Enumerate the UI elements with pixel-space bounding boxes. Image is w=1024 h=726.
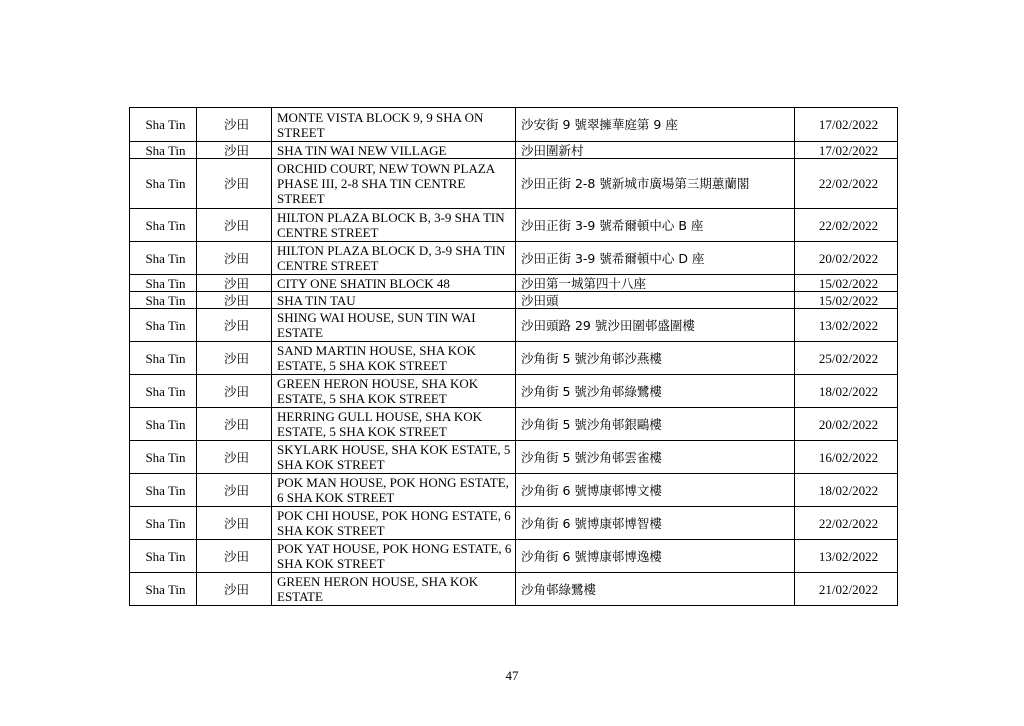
table-row: [130, 309, 898, 342]
date-cell: 18/02/2022: [795, 375, 898, 408]
table-row: [130, 507, 898, 540]
district-en-cell: Sha Tin: [130, 573, 197, 606]
date-cell: 16/02/2022: [795, 441, 898, 474]
table-row: [130, 573, 898, 606]
date-cell: 22/02/2022: [795, 507, 898, 540]
address-en-cell: HERRING GULL HOUSE, SHA KOK ESTATE, 5 SHA KOK STREET: [272, 408, 516, 441]
date-cell: 15/02/2022: [795, 275, 898, 292]
district-en-cell: Sha Tin: [130, 309, 197, 342]
district-en-cell: Sha Tin: [130, 474, 197, 507]
district-zh-cell: 沙田: [197, 507, 272, 540]
district-en-cell: Sha Tin: [130, 342, 197, 375]
address-zh-cell: 沙田圍新村: [516, 142, 795, 159]
address-en-cell: SHING WAI HOUSE, SUN TIN WAI ESTATE: [272, 309, 516, 342]
address-en-cell: SHA TIN TAU: [272, 292, 516, 309]
buildings-table: [129, 107, 898, 606]
date-cell: 22/02/2022: [795, 209, 898, 242]
address-zh-cell: 沙田正街 3-9 號希爾頓中心 B 座: [516, 209, 795, 242]
district-en-cell: Sha Tin: [130, 142, 197, 159]
district-en-cell: Sha Tin: [130, 275, 197, 292]
table-row: [130, 540, 898, 573]
table-row: [130, 159, 898, 209]
district-zh-cell: 沙田: [197, 209, 272, 242]
district-zh-cell: 沙田: [197, 108, 272, 142]
table-row: [130, 342, 898, 375]
address-en-cell: SAND MARTIN HOUSE, SHA KOK ESTATE, 5 SHA KOK STREET: [272, 342, 516, 375]
district-en-cell: Sha Tin: [130, 242, 197, 275]
address-en-cell: POK CHI HOUSE, POK HONG ESTATE, 6 SHA KOK STREET: [272, 507, 516, 540]
date-cell: 13/02/2022: [795, 540, 898, 573]
table-row: [130, 108, 898, 142]
address-zh-cell: 沙安街 9 號翠擁華庭第 9 座: [516, 108, 795, 142]
address-zh-cell: 沙田正街 2-8 號新城市廣場第三期蕙蘭閣: [516, 159, 795, 209]
address-zh-cell: 沙角街 5 號沙角邨雲雀樓: [516, 441, 795, 474]
table-row: [130, 375, 898, 408]
date-cell: 20/02/2022: [795, 408, 898, 441]
district-en-cell: Sha Tin: [130, 540, 197, 573]
date-cell: 21/02/2022: [795, 573, 898, 606]
date-cell: 22/02/2022: [795, 159, 898, 209]
district-en-cell: Sha Tin: [130, 108, 197, 142]
address-zh-cell: 沙田頭: [516, 292, 795, 309]
table-row: [130, 142, 898, 159]
address-en-cell: MONTE VISTA BLOCK 9, 9 SHA ON STREET: [272, 108, 516, 142]
address-en-cell: SHA TIN WAI NEW VILLAGE: [272, 142, 516, 159]
table-body: [130, 108, 898, 606]
address-zh-cell: 沙角街 5 號沙角邨沙燕樓: [516, 342, 795, 375]
address-en-cell: HILTON PLAZA BLOCK D, 3-9 SHA TIN CENTRE STREET: [272, 242, 516, 275]
table-row: [130, 209, 898, 242]
district-zh-cell: 沙田: [197, 474, 272, 507]
address-en-cell: HILTON PLAZA BLOCK B, 3-9 SHA TIN CENTRE STREET: [272, 209, 516, 242]
district-zh-cell: 沙田: [197, 573, 272, 606]
district-zh-cell: 沙田: [197, 540, 272, 573]
table-row: [130, 474, 898, 507]
date-cell: 15/02/2022: [795, 292, 898, 309]
address-en-cell: GREEN HERON HOUSE, SHA KOK ESTATE: [272, 573, 516, 606]
address-zh-cell: 沙角邨綠鷺樓: [516, 573, 795, 606]
address-en-cell: ORCHID COURT, NEW TOWN PLAZA PHASE III, 2-8 SHA TIN CENTRE STREET: [272, 159, 516, 209]
address-zh-cell: 沙角街 6 號博康邨博智樓: [516, 507, 795, 540]
address-zh-cell: 沙田第一城第四十八座: [516, 275, 795, 292]
table-row: [130, 408, 898, 441]
district-en-cell: Sha Tin: [130, 292, 197, 309]
district-en-cell: Sha Tin: [130, 209, 197, 242]
date-cell: 17/02/2022: [795, 108, 898, 142]
district-zh-cell: 沙田: [197, 309, 272, 342]
address-zh-cell: 沙角街 6 號博康邨博逸樓: [516, 540, 795, 573]
address-zh-cell: 沙田頭路 29 號沙田圍邨盛圍樓: [516, 309, 795, 342]
district-zh-cell: 沙田: [197, 375, 272, 408]
table-row: [130, 441, 898, 474]
address-en-cell: SKYLARK HOUSE, SHA KOK ESTATE, 5 SHA KOK STREET: [272, 441, 516, 474]
address-en-cell: POK YAT HOUSE, POK HONG ESTATE, 6 SHA KOK STREET: [272, 540, 516, 573]
date-cell: 13/02/2022: [795, 309, 898, 342]
district-en-cell: Sha Tin: [130, 441, 197, 474]
address-zh-cell: 沙角街 5 號沙角邨綠鷺樓: [516, 375, 795, 408]
address-zh-cell: 沙角街 5 號沙角邨銀鷗樓: [516, 408, 795, 441]
district-zh-cell: 沙田: [197, 275, 272, 292]
date-cell: 17/02/2022: [795, 142, 898, 159]
district-zh-cell: 沙田: [197, 441, 272, 474]
date-cell: 25/02/2022: [795, 342, 898, 375]
address-zh-cell: 沙角街 6 號博康邨博文樓: [516, 474, 795, 507]
district-zh-cell: 沙田: [197, 408, 272, 441]
district-en-cell: Sha Tin: [130, 408, 197, 441]
table-row: [130, 292, 898, 309]
page-number: 47: [505, 668, 519, 683]
table-row: [130, 242, 898, 275]
date-cell: 20/02/2022: [795, 242, 898, 275]
district-zh-cell: 沙田: [197, 142, 272, 159]
district-en-cell: Sha Tin: [130, 507, 197, 540]
district-zh-cell: 沙田: [197, 292, 272, 309]
district-en-cell: Sha Tin: [130, 375, 197, 408]
district-zh-cell: 沙田: [197, 242, 272, 275]
date-cell: 18/02/2022: [795, 474, 898, 507]
table-row: [130, 275, 898, 292]
address-zh-cell: 沙田正街 3-9 號希爾頓中心 D 座: [516, 242, 795, 275]
district-zh-cell: 沙田: [197, 342, 272, 375]
address-en-cell: POK MAN HOUSE, POK HONG ESTATE, 6 SHA KOK STREET: [272, 474, 516, 507]
district-en-cell: Sha Tin: [130, 159, 197, 209]
district-zh-cell: 沙田: [197, 159, 272, 209]
address-en-cell: CITY ONE SHATIN BLOCK 48: [272, 275, 516, 292]
address-en-cell: GREEN HERON HOUSE, SHA KOK ESTATE, 5 SHA KOK STREET: [272, 375, 516, 408]
